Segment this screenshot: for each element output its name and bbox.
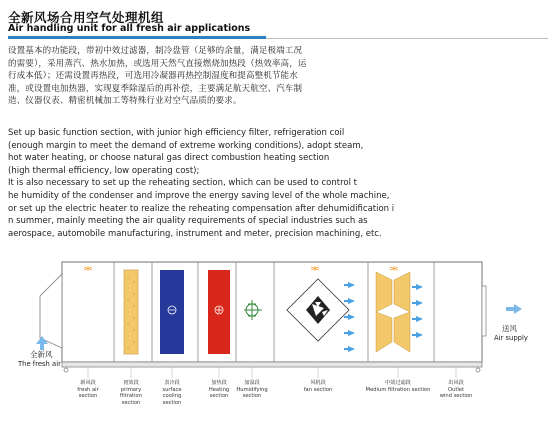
primary-filter [124,270,138,354]
section-caption: 新风段 fresh air section [77,380,99,400]
description-en [8,127,394,240]
outlet-label-en: Air supply [494,334,528,342]
outlet-duct [482,286,486,336]
section-caption: 出风段 Outlet wind section [439,380,473,400]
description-en-line: (enough margin to meet the demand of extreme working conditions), adopt steam, [8,140,364,151]
description-en-line: aerospace, automobile manufacturing, instrument and meter, precision machining, etc. [8,228,382,239]
section-caption: 加热段 Heating section [208,380,230,400]
description-en-line: n summer, mainly meeting the air quality requirements of special industries such as [8,216,368,227]
section-caption: 表冷段 surface cooling section [162,380,182,406]
cooling-coil [160,270,184,354]
description-cn: 设置基本的功能段，带初中效过滤器，制冷盘管（足够的余量，满足极端工况的需要），采用蒸汽、热水加热，或选用天然气直接燃烧加热段（热效率高，运行成本低）；还需设置再热段，可选用冷凝器再热控制湿度和提高整机节能水准，或设置电加热器，实现夏季除湿后的再补偿，主要满足航天航空、汽车制造、仪器仪表、精密机械加工等特殊行业对空气品质的要求。 [8,46,307,107]
outlet-label-cn: 送风 [502,324,517,333]
title-cn: 全新风场合用空气处理机组 [8,10,165,25]
description-en-line: (high thermal efficiency, low operating cost); [8,165,200,176]
inlet-label-en: The fresh air [18,360,61,368]
section-caption: 初效段 primary filtration section [120,380,142,406]
title-underline [8,36,266,39]
description-en-line: hot water heating, or choose natural gas direct combustion heating section [8,153,330,164]
description-en-line: It is also necessary to set up the reheating section, which can be used to control t [8,178,358,189]
ahu-base [62,362,482,367]
outlet-arrow-icon [506,304,522,314]
section-caption: 风机段 fan section [303,380,333,393]
title-en: Air handling unit for all fresh air applications [8,23,251,34]
ahu-diagram [0,252,556,422]
title-divider [266,38,548,39]
section-caption: 中效过滤段 Medium filtration section [365,380,431,393]
description-en-line: Set up basic function section, with junior high efficiency filter, refrigeration coil [8,128,345,138]
inlet-hood [40,274,62,348]
description-en-line: he humidity of the condenser and improve the energy saving level of the whole machine, [8,190,390,201]
description-en-line: or set up the electric heater to realize the reheating compensation after dehumidification i [8,203,395,214]
section-caption: 加湿段 Humidifying section [236,380,268,400]
inlet-label-cn: 全新风 [30,350,53,359]
